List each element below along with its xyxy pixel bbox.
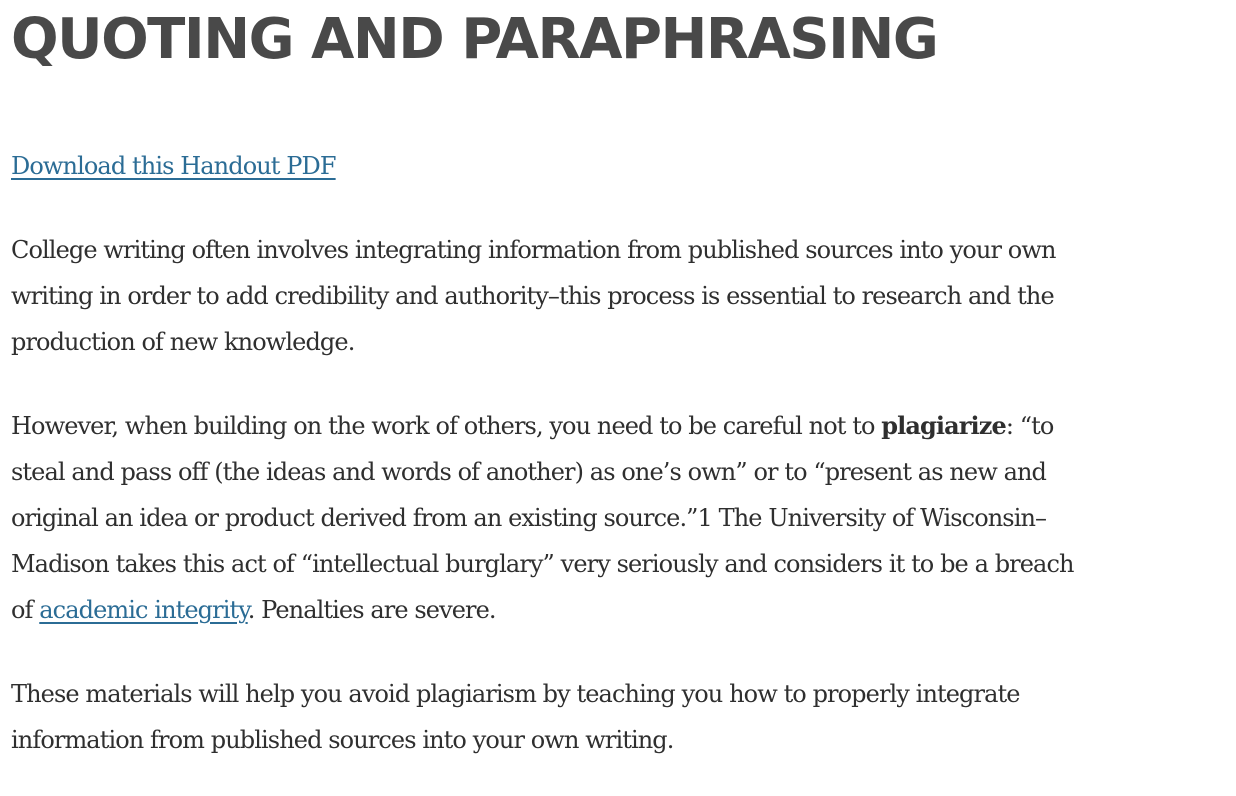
plagiarize-term: plagiarize <box>881 411 1006 440</box>
plagiarism-line-1 <box>11 403 1223 449</box>
plagiarism-line-2: steal and pass off (the ideas and words of another) as one’s own” or to “present as new and <box>11 458 1047 486</box>
download-pdf-link[interactable]: Download this Handout PDF <box>11 152 336 180</box>
intro-line-1: College writing often involves integrating information from published sources into your own <box>11 236 1056 264</box>
plagiarism-line-5-end: . Penalties are severe. <box>247 596 496 624</box>
academic-integrity-link[interactable]: academic integrity <box>39 596 248 624</box>
materials-line-2: information from published sources into your own writing. <box>11 726 674 754</box>
plagiarism-line-1-end: : “to <box>1005 412 1054 440</box>
plagiarism-line-5 <box>11 587 1223 633</box>
materials-line-1: These materials will help you avoid plagiarism by teaching you how to properly integrate <box>11 680 1020 708</box>
download-paragraph <box>11 143 336 189</box>
plagiarism-line-4: Madison takes this act of “intellectual burglary” very seriously and considers it to be a breach <box>11 550 1074 578</box>
intro-paragraph <box>11 227 1223 365</box>
intro-line-2: writing in order to add credibility and authority–this process is essential to research and the <box>11 282 1054 310</box>
plagiarism-line-1-start: However, when building on the work of others, you need to be careful not to <box>11 412 882 440</box>
plagiarism-paragraph <box>11 403 1223 633</box>
page-title: QUOTING AND PARAPHRASING <box>11 7 938 72</box>
plagiarism-line-3: original an idea or product derived from an existing source.”1 The University of Wisconsin– <box>11 504 1047 532</box>
plagiarism-line-5-start: of <box>11 596 40 624</box>
materials-paragraph <box>11 671 1223 763</box>
intro-line-3: production of new knowledge. <box>11 328 355 356</box>
